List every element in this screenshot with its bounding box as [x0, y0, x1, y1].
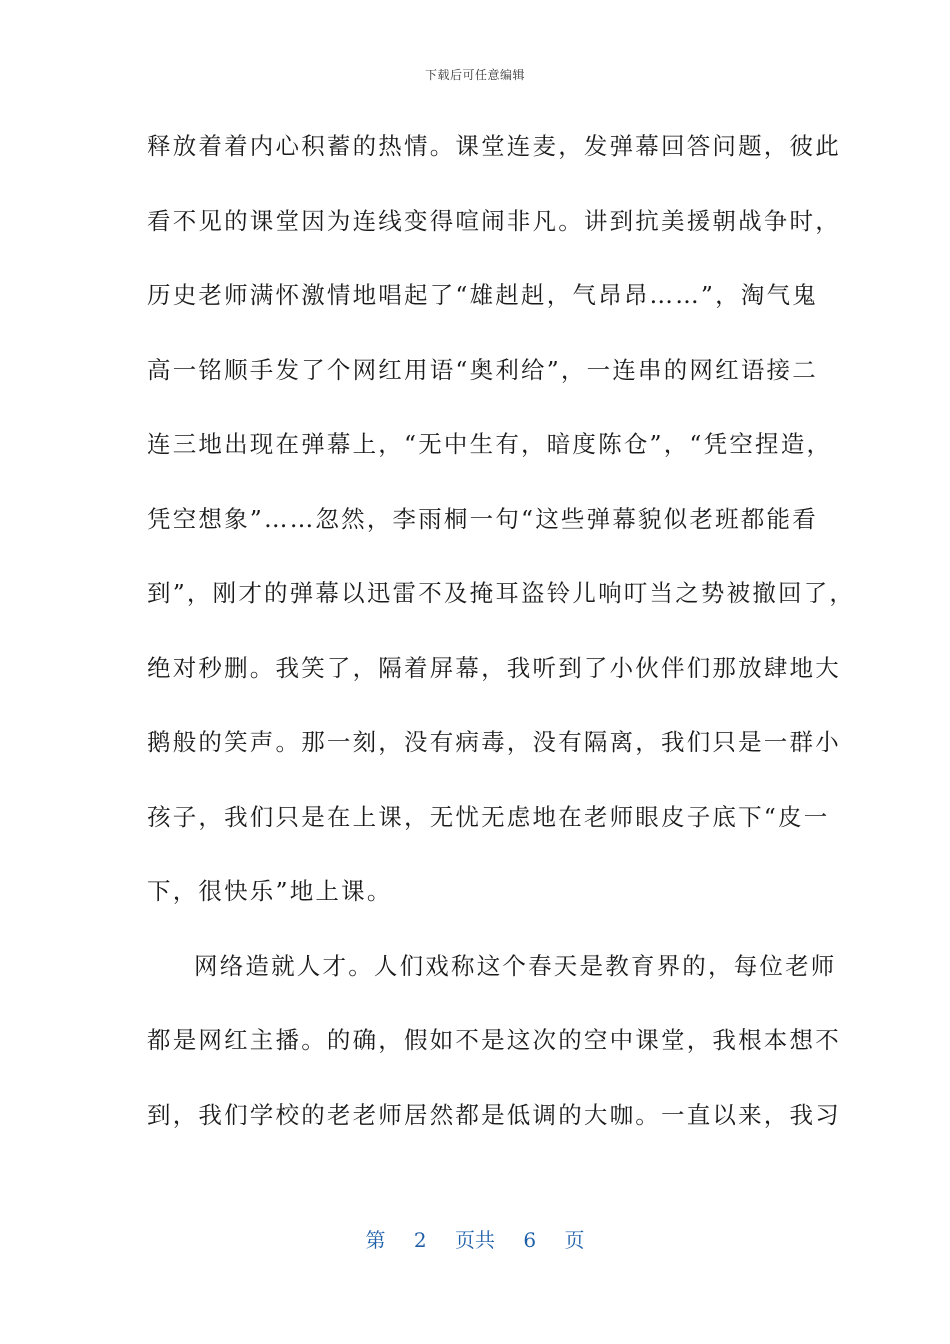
text-line: 到，我们学校的老老师居然都是低调的大咖。一直以来，我习: [147, 1100, 841, 1129]
footer-of-label: 页共: [455, 1228, 495, 1252]
footer-total-pages: 6: [523, 1228, 537, 1252]
text-line: 到”，刚才的弹幕以迅雷不及掩耳盗铃儿响叮当之势被撤回了，: [147, 579, 856, 607]
paragraph-start-line: 网络造就人才。人们戏称这个春天是教育界的，每位老师: [194, 951, 837, 980]
page-header: 下载后可任意编辑: [424, 68, 525, 82]
text-line: 凭空想象”……忽然，李雨桐一句“这些弹幕貌似老班都能看: [147, 504, 818, 533]
footer-current-page: 2: [413, 1228, 427, 1252]
text-line: 都是网红主播。的确，假如不是这次的空中课堂，我根本想不: [147, 1026, 841, 1054]
text-line: 连三地出现在弹幕上，“无中生有，暗度陈仓”，“凭空捏造，: [147, 430, 833, 458]
text-line: 释放着着内心积蓄的热情。课堂连麦，发弹幕回答问题，彼此: [147, 132, 841, 160]
text-line: 孩子，我们只是在上课，无忧无虑地在老师眼皮子底下“皮一: [147, 802, 830, 831]
text-line: 历史老师满怀激情地唱起了“雄赳赳，气昂昂……”，淘气鬼: [147, 281, 818, 309]
text-line: 下，很快乐”地上课。: [147, 877, 393, 905]
text-line: 绝对秒删。我笑了，隔着屏幕，我听到了小伙伴们那放肆地大: [147, 653, 841, 682]
page-footer: [0, 1224, 950, 1253]
text-line: 高一铭顺手发了个网红用语“奥利给”，一连串的网红语接二: [147, 355, 818, 384]
footer-page-label: 第: [365, 1228, 386, 1252]
text-line: 看不见的课堂因为连线变得喧闹非凡。讲到抗美援朝战争时，: [147, 206, 841, 235]
footer-end-label: 页: [564, 1228, 585, 1252]
document-body: [147, 120, 856, 1163]
text-line: 鹅般的笑声。那一刻，没有病毒，没有隔离，我们只是一群小: [147, 728, 841, 756]
